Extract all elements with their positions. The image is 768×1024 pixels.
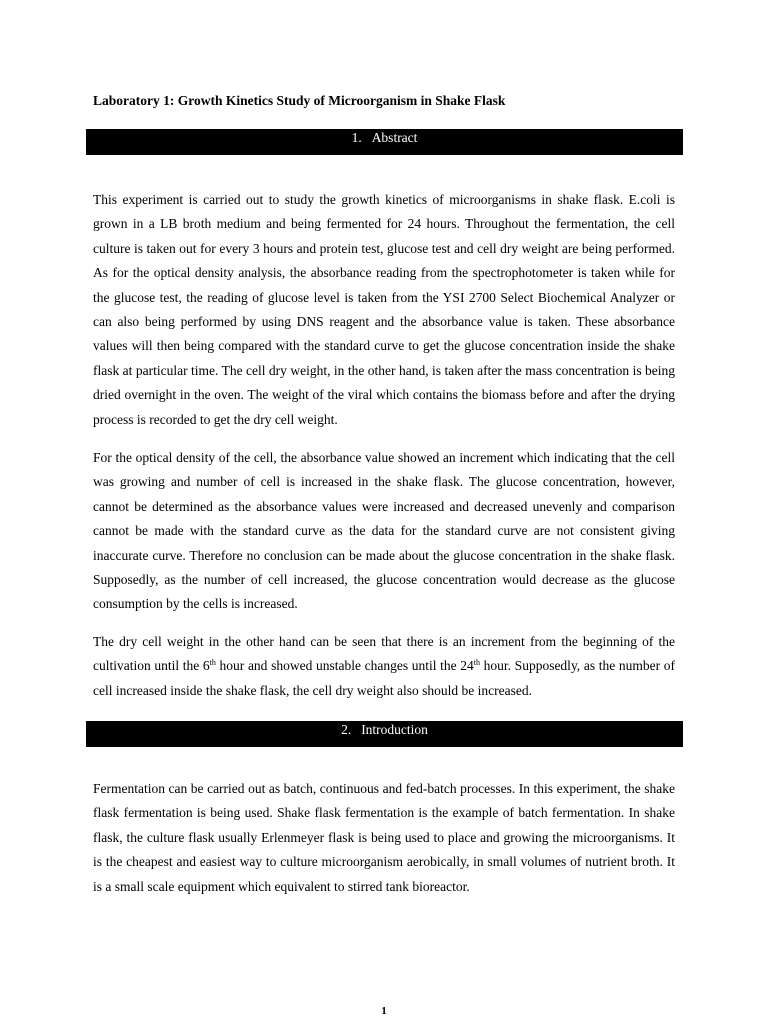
section-header-abstract (86, 129, 683, 155)
abstract-paragraph-3 (93, 630, 675, 703)
page-number: 1 (381, 1005, 387, 1017)
abstract-paragraph-2: For the optical density of the cell, the absorbance value showed an increment which indicating that the cell was growing and number of cell is increased in the shake flask. The glucose concentration, however, cannot be determined as the absorbance values were increased and decreased unevenly and comparison cannot be made with the standard curve as the data for the standard curve are not consistent giving inaccurate curve. Therefore no conclusion can be made about the glucose concentration in the shake flask. Supposedly, as the number of cell increased, the glucose concentration would decrease as the glucose consumption by the cells is increased. (93, 450, 675, 612)
paragraph-text: hour. Supposedly, as the number of cell increased inside the shake flask, the cell dry weight also should be increased. (93, 658, 675, 698)
section-number: 2. (341, 722, 352, 737)
paragraph-text: The dry cell weight in the other hand can be seen that there is an increment from the beginning of the cultivation until the 6 (93, 634, 675, 674)
section-heading: Introduction (361, 722, 428, 737)
abstract-paragraph-1: This experiment is carried out to study the growth kinetics of microorganisms in shake flask. E.coli is grown in a LB broth medium and being fermented for 24 hours. Throughout the fermentation, the cell culture is taken out for every 3 hours and protein test, glucose test and cell dry weight are being performed. As for the optical density analysis, the absorbance reading from the spectrophotometer is taken while for the glucose test, the reading of glucose level is taken from the YSI 2700 Select Biochemical Analyzer or can also being performed by using DNS reagent and the absorbance value is taken. These absorbance values will then being compared with the standard curve to get the glucose concentration inside the shake flask at particular time. The cell dry weight, in the other hand, is taken after the mass concentration is being dried overnight in the oven. The weight of the viral which contains the biomass before and after the drying process is recorded to get the dry cell weight. (93, 192, 675, 427)
superscript: th (473, 658, 481, 668)
document-title: Laboratory 1: Growth Kinetics Study of Microorganism in Shake Flask (93, 93, 506, 108)
introduction-paragraph-1: Fermentation can be carried out as batch, continuous and fed-batch processes. In this experiment, the shake flask fermentation is being used. Shake flask fermentation is the example of batch fermentation. In shake flask, the culture flask usually Erlenmeyer flask is being used to place and growing the microorganisms. It is the cheapest and easiest way to culture microorganism aerobically, in small volumes of nutrient broth. It is a small scale equipment which equivalent to stirred tank bioreactor. (93, 781, 675, 894)
superscript: th (209, 658, 216, 668)
section-heading: Abstract (371, 130, 418, 145)
paragraph-text: hour and showed unstable changes until the 24 (215, 658, 474, 674)
section-number: 1. (351, 130, 362, 145)
section-header-introduction (86, 721, 683, 747)
